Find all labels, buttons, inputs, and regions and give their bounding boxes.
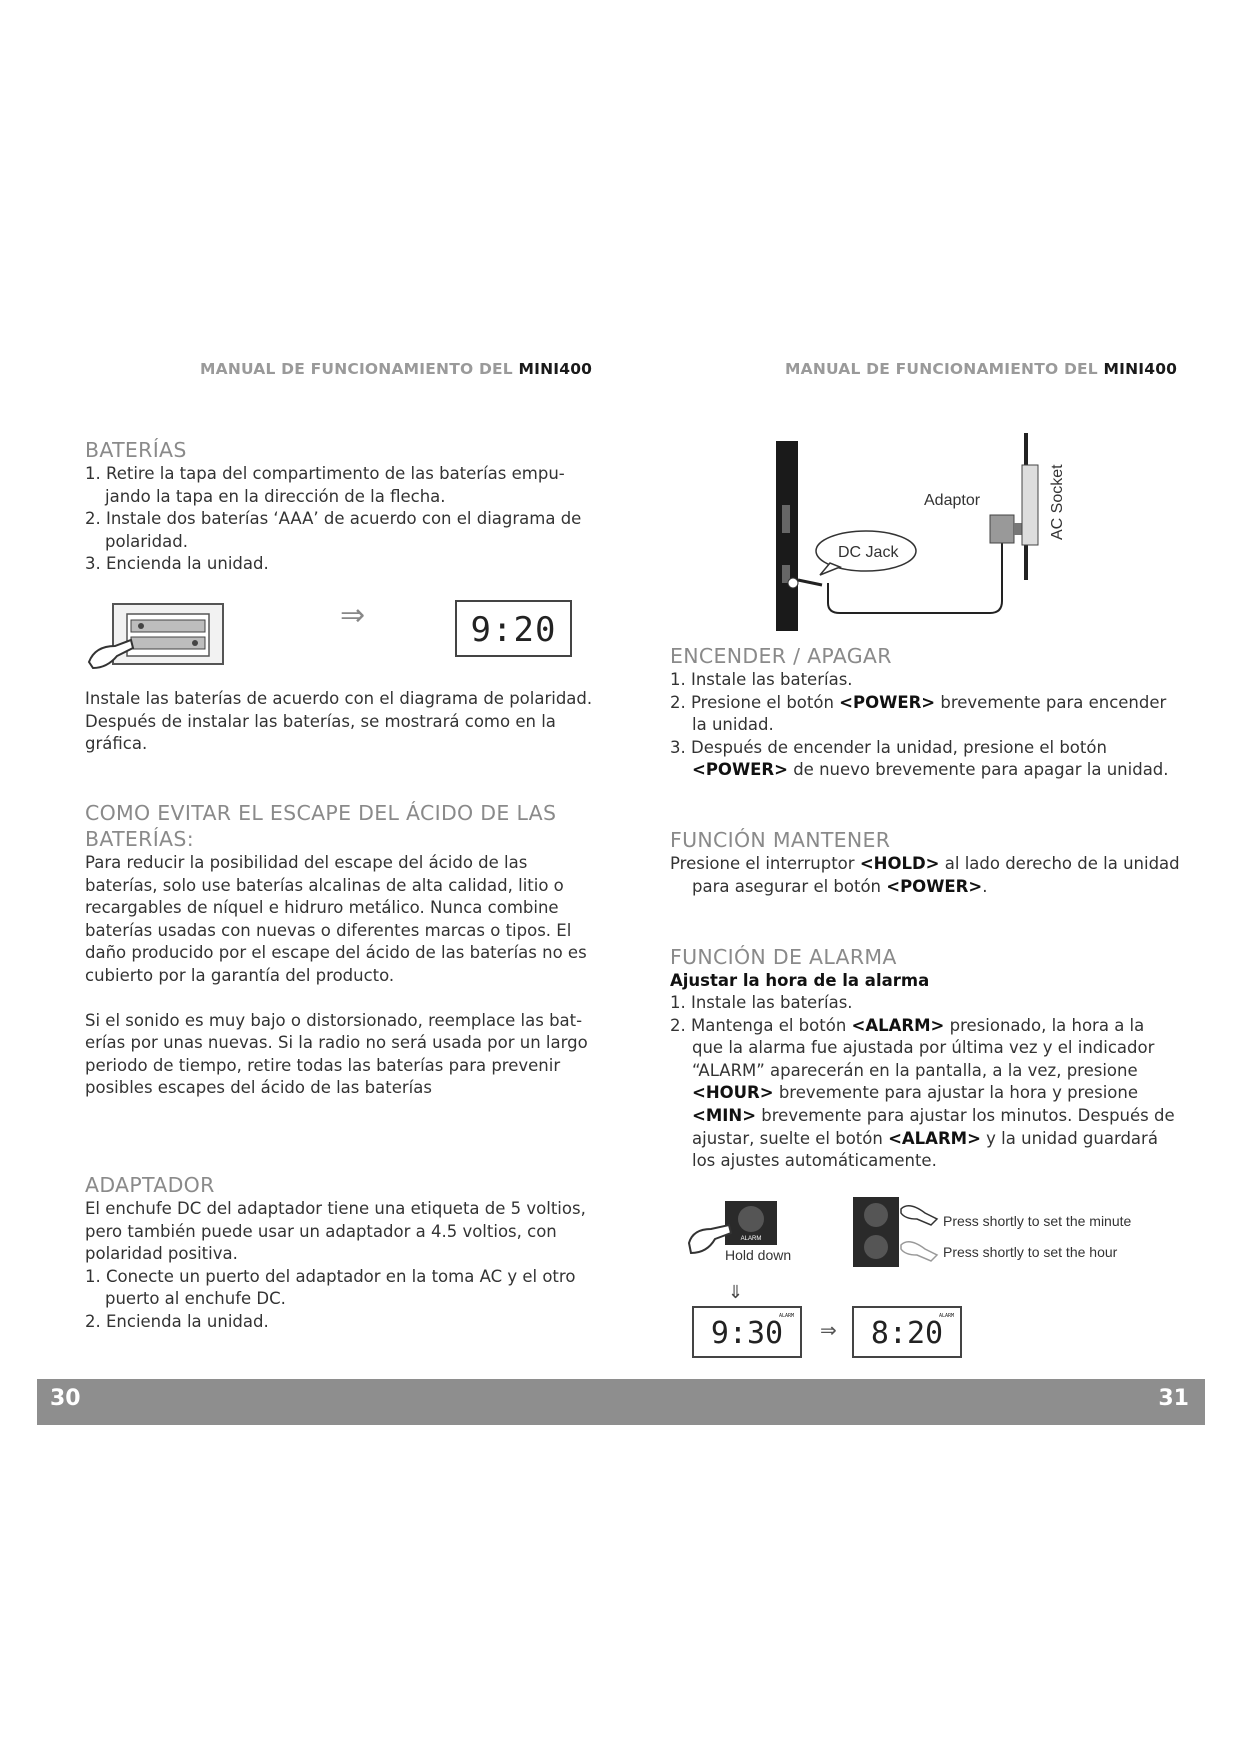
battery-compartment-illustration [85, 600, 235, 672]
adaptor-title: ADAPTADOR [85, 1173, 215, 1197]
alarm-section [670, 944, 1180, 1173]
press-minute-label: Press shortly to set the minute [943, 1213, 1132, 1229]
adaptor-paragraph: El enchufe DC del adaptador tiene una etiqueta de 5 voltios, pero también puede usar un adaptador a 4.5 voltios, con polaridad positiva. [85, 1199, 586, 1264]
power-step-1: 1. Instale las baterías. [670, 670, 853, 689]
power-step-3: 3. Después de encender la unidad, presione el botón <POWER> de nuevo brevemente para apagar la unidad. [670, 737, 1169, 780]
hold-paragraph: Presione el interruptor <HOLD> al lado derecho de la unidad para asegurar el botón <POWER>. [670, 854, 1180, 896]
list-item: 2. Instale dos baterías ‘AAA’ de acuerdo con el diagrama de polaridad. [85, 509, 582, 551]
hold-down-label: Hold down [725, 1247, 792, 1263]
list-item: 2. Encienda la unidad. [85, 1311, 269, 1331]
alarm-step-1: 1. Instale las baterías. [670, 993, 853, 1012]
down-arrow-icon: ⇓ [728, 1282, 744, 1303]
batteries-note: Instale las baterías de acuerdo con el diagrama de polaridad. Después de instalar las baterías, se mostrará como en la gráfica. [85, 689, 593, 754]
display-time: 9:20 [470, 610, 557, 650]
page-number-left: 30 [50, 1386, 81, 1411]
batteries-title: BATERÍAS [85, 438, 187, 462]
power-section [670, 643, 1180, 782]
list-item: 1. Retire la tapa del compartimento de las baterías empu-jando la tapa en la dirección de la flecha. [85, 464, 565, 506]
ac-socket-label: AC Socket [1049, 464, 1066, 540]
power-step-2: 2. Presione el botón <POWER> brevemente para encender la unidad. [670, 692, 1167, 735]
acid-section [85, 800, 595, 1100]
batteries-steps [85, 463, 595, 576]
alarm-title: FUNCIÓN DE ALARMA [670, 945, 897, 969]
alarm-subtitle: Ajustar la hora de la alarma [670, 971, 930, 990]
adaptor-section [85, 1172, 595, 1334]
adaptor-label: Adaptor [924, 492, 981, 509]
page-footer-band [37, 1379, 1205, 1425]
right-arrow-icon: ⇒ [820, 1318, 837, 1342]
running-head-right: MANUAL DE FUNCIONAMIENTO DEL MINI400 [785, 360, 1178, 378]
adaptor-steps [85, 1266, 595, 1334]
press-hour-label: Press shortly to set the hour [943, 1244, 1118, 1260]
batteries-section [85, 437, 595, 576]
lcd-display-alarm-2: 8:20 ALARM [852, 1306, 962, 1358]
lcd-display-alarm-1: 9:30 ALARM [692, 1306, 802, 1358]
list-item: 1. Conecte un puerto del adaptador en la toma AC y el otro puerto al enchufe DC. [85, 1266, 576, 1309]
alarm-button-label: ALARM [740, 1236, 762, 1242]
acid-paragraph-2: Si el sonido es muy bajo o distorsionado, reemplace las bat-erías por unas nuevas. Si la radio no será usada por un largo periodo de tiempo, retire todas las baterías para prevenir posibles escapes del ácido de las baterías [85, 1010, 588, 1098]
hold-title: FUNCIÓN MANTENER [670, 828, 891, 852]
acid-title: COMO EVITAR EL ESCAPE DEL ÁCIDO DE LAS BATERÍAS: [85, 801, 557, 851]
page-number-right: 31 [1158, 1386, 1189, 1411]
acid-paragraph-1: Para reducir la posibilidad del escape del ácido de las baterías, solo use baterías alcalinas de alta calidad, litio o recargables de níquel e hidruro metálico. Nunca combine baterías usadas con nuevas o diferentes marcas o tipos. El daño producido por el escape del ácido de las baterías no es cubierto por la garantía del producto. [85, 853, 587, 985]
dc-jack-label: DC Jack [838, 544, 899, 561]
alarm-step-2: 2. Mantenga el botón <ALARM> presionado, la hora a la que la alarma fue ajustada por última vez y el indicador “ALARM” aparecerán en la pantalla, a la vez, presione <HOUR> brevemente para ajustar la hora y presione <MIN> brevemente para ajustar los minutos. Después de ajustar, suelte el botón <ALARM> y la unidad guardará los ajustes automáticamente. [670, 1015, 1175, 1171]
hold-section [670, 827, 1180, 898]
list-item: 3. Encienda la unidad. [85, 554, 269, 574]
power-title: ENCENDER / APAGAR [670, 644, 892, 668]
running-head-left: MANUAL DE FUNCIONAMIENTO DEL MINI400 [200, 360, 593, 378]
lcd-display [455, 600, 572, 657]
adaptor-connection-diagram [690, 425, 1090, 640]
right-arrow-icon: ⇒ [340, 598, 366, 633]
alarm-setting-diagram [685, 1195, 1155, 1285]
